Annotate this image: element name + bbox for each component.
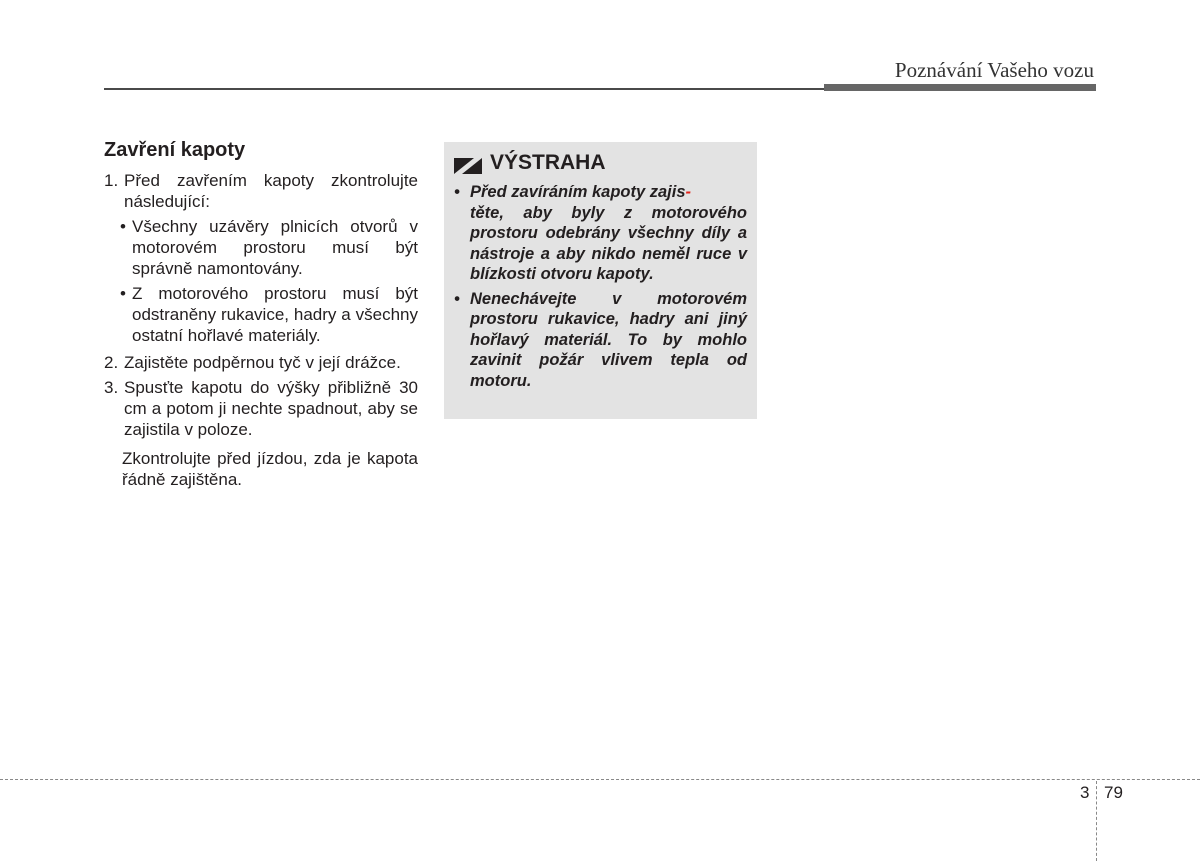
closing-note: Zkontrolujte před jízdou, zda je kapota řádně zajištěna.	[122, 449, 418, 489]
warning-text-part: Před zavíráním kapoty zajis	[470, 183, 686, 201]
step-number: 1.	[104, 171, 119, 190]
warning-header	[454, 150, 747, 176]
checklist-item-text: Z motorového prostoru musí být odstraněny rukavice, hadry a všechny ostatní hořlavé materiály.	[132, 284, 418, 345]
warning-slash-icon	[454, 155, 482, 171]
checklist	[120, 216, 418, 346]
checklist-item	[120, 216, 418, 279]
warning-item	[454, 182, 747, 285]
step-number: 3.	[104, 378, 119, 397]
left-column	[104, 138, 418, 490]
warning-item-text: Nenechávejte v motorovém prostoru rukavice, hadry ani jiný hořlavý materiál. To by mohlo zavinit požár vlivem tepla od motoru.	[470, 289, 747, 390]
footer-dashed-rule	[0, 779, 1200, 780]
page-header-title: Poznávání Vašeho vozu	[894, 58, 1094, 82]
bullet-dot: •	[120, 217, 126, 236]
warning-item	[454, 289, 747, 392]
step-text: Zajistěte podpěrnou tyč v její drážce.	[124, 353, 401, 372]
step-3	[104, 377, 418, 440]
step-2	[104, 352, 418, 373]
footer-dashed-divider	[1096, 781, 1097, 861]
warning-item-text	[470, 182, 747, 285]
checklist-item-text: Všechny uzávěry plnicích otvorů v motorovém prostoru musí být správně namontovány.	[132, 217, 418, 278]
warning-box	[444, 142, 757, 419]
step-text: Před zavřením kapoty zkontrolujte následující:	[124, 171, 418, 211]
step-1	[104, 170, 418, 212]
bullet-dot: •	[120, 284, 126, 303]
step-number: 2.	[104, 353, 119, 372]
hyphen-mark: -	[685, 183, 692, 201]
section-title: Zavření kapoty	[104, 139, 246, 161]
checklist-item	[120, 283, 418, 346]
header-rule-thin	[104, 88, 826, 90]
warning-text-part: těte, aby byly z motorového prostoru odebrány všechny díly a nástroje a aby nikdo neměl ruce v blízkosti otvoru kapoty.	[470, 203, 747, 283]
bullet-dot: •	[454, 183, 460, 201]
bullet-dot: •	[454, 289, 460, 308]
step-text: Spusťte kapotu do výšky přibližně 30 cm a potom ji nechte spadnout, aby se zajistila v poloze.	[124, 378, 418, 439]
chapter-number: 3	[1080, 783, 1090, 802]
page-number: 79	[1104, 783, 1123, 802]
warning-title: VÝSTRAHA	[490, 151, 606, 174]
header-rule-thick	[824, 84, 1096, 91]
